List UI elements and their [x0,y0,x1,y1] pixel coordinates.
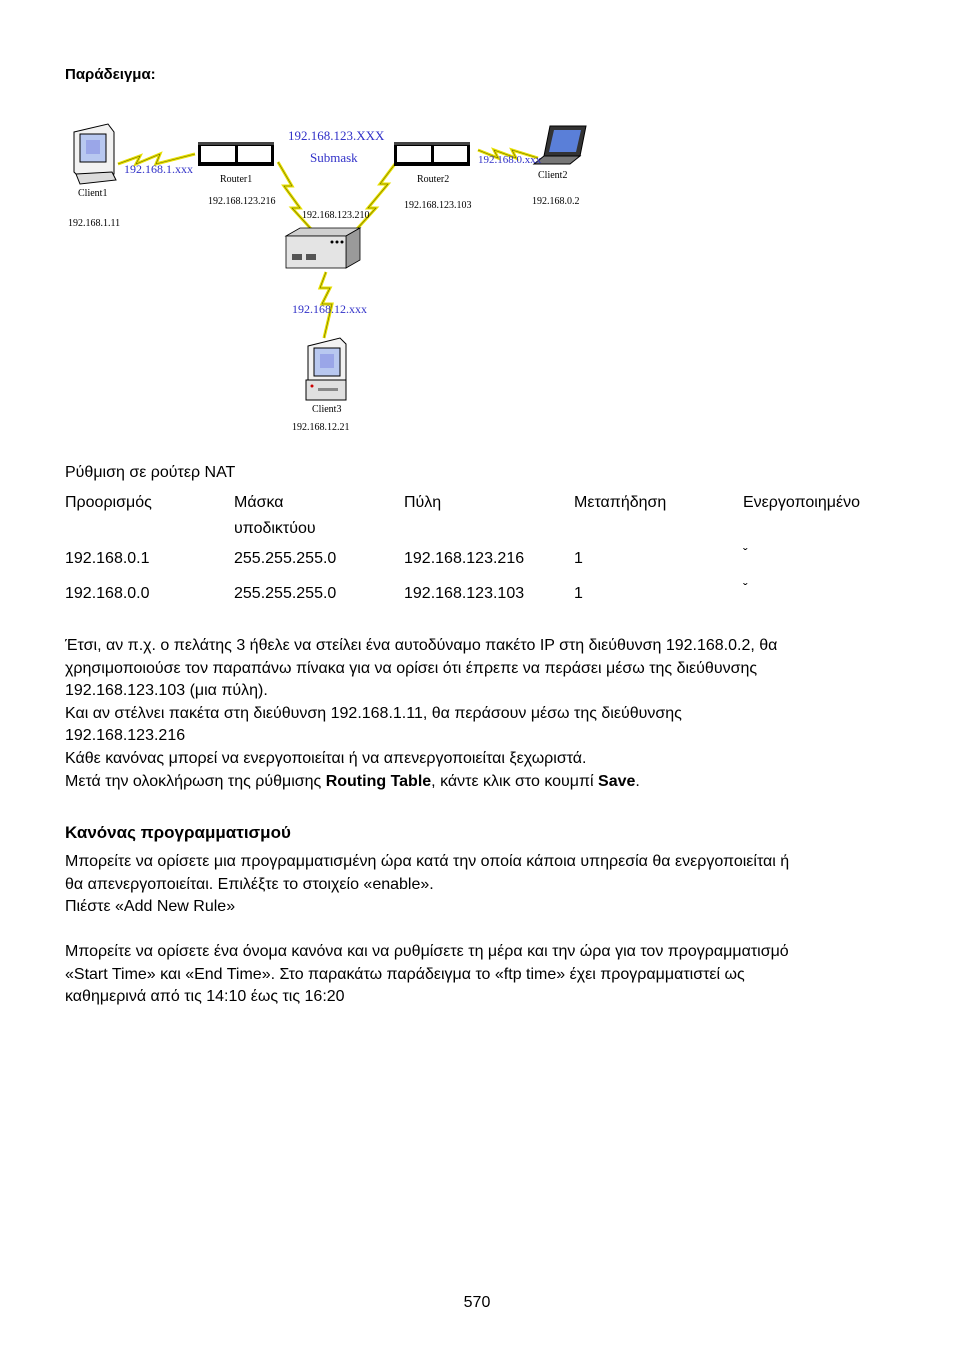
section-heading: Κανόνας προγραμματισμού [65,823,291,842]
paragraph-line: Μπορείτε να ορίσετε ένα όνομα κανόνα και να ρυθμίσετε τη μέρα και την ώρα για τον προγραμματισμό [65,943,789,960]
client3-link-label: 192.168.12.xxx [292,302,367,316]
submask-label: Submask [310,150,358,165]
submask-ip-label: 192.168.123.XXX [288,128,385,143]
row1-mask: 255.255.255.0 [234,550,337,567]
paragraph-line: Κάθε κανόνας μπορεί να ενεργοποιείται ή να απενεργοποιείται ξεχωριστά. [65,749,587,767]
client1-ip: 192.168.1.11 [68,218,121,229]
schedule-paragraph [65,851,895,919]
header-mask [234,490,316,542]
nat-router-ip: 192.168.123.210 [302,210,370,221]
paragraph-line: 192.168.123.103 (μια πύλη). [65,682,268,700]
router1-name: Router1 [220,174,253,185]
explanation-paragraph [65,635,895,793]
row2-mask: 255.255.255.0 [234,585,337,602]
router1-ip: 192.168.123.216 [208,196,276,207]
client2-link-label: 192.168.0.xxx [478,154,542,166]
client1-name: Client1 [78,188,108,199]
header-hop: Μεταπήδηση [574,494,667,511]
paragraph-line: χρησιμοποιούσε τον παραπάνω πίνακα για να ορίσει ότι έπρεπε να περάσει μέσω της διεύθυνσης [65,659,758,677]
page-number: 570 [463,1294,491,1311]
text-run: . [635,772,640,790]
routing-table-term: Routing Table [325,772,432,790]
rule-name-paragraph [65,941,895,1009]
paragraph-line: «Start Time» και «End Time». Στο παρακάτω παράδειγμα το «ftp time» έχει προγραμματιστεί ως [65,965,745,983]
client2-laptop-icon [534,126,586,164]
client3-ip: 192.168.12.21 [292,422,350,433]
client3-computer-icon [306,338,346,400]
client3-name: Client3 [312,404,342,415]
router1-icon [198,142,274,166]
header-mask-line1: Μάσκα [234,494,284,511]
nat-router-icon [286,228,360,268]
paragraph-line: Πιέστε «Add New Rule» [65,898,236,916]
router2-icon [394,142,470,166]
client2-ip: 192.168.0.2 [532,196,580,207]
row2-enabled-check: ˇ [743,580,748,596]
paragraph-line: Και αν στέλνει πακέτα στη διεύθυνση 192.168.1.11, θα περάσουν μέσω της διεύθυνσης [65,704,682,722]
router2-name: Router2 [417,174,450,185]
row1-hop: 1 [574,550,583,567]
header-mask-line2: υποδικτύου [234,520,316,537]
example-label: Παράδειγμα: [65,66,156,83]
header-gateway: Πύλη [404,494,442,511]
row1-gateway: 192.168.123.216 [404,550,525,567]
nat-settings-title: Ρύθμιση σε ρούτερ NAT [65,464,236,481]
paragraph-line [65,771,895,794]
paragraph-line: 192.168.123.216 [65,727,186,745]
header-destination: Προορισμός [65,494,152,511]
save-term: Save [598,772,636,790]
paragraph-line: καθημερινά από τις 14:10 έως τις 16:20 [65,988,345,1006]
paragraph-line: θα απενεργοποιείται. Επιλέξτε το στοιχείο «enable». [65,875,434,893]
row1-destination: 192.168.0.1 [65,550,150,567]
client1-computer-icon [74,124,116,184]
row1-enabled-check: ˇ [743,545,748,561]
row2-hop: 1 [574,585,583,602]
header-enabled: Ενεργοποιημένο [743,494,860,511]
row2-gateway: 192.168.123.103 [404,585,525,602]
paragraph-line: Έτσι, αν π.χ. ο πελάτης 3 ήθελε να στείλει ένα αυτοδύναμο πακέτο IP στη διεύθυνση 192.168.0.2, θα [65,637,778,654]
row2-destination: 192.168.0.0 [65,585,150,602]
client2-name: Client2 [538,170,568,181]
router2-ip: 192.168.123.103 [404,200,472,211]
paragraph-line: Μπορείτε να ορίσετε μια προγραμματισμένη ώρα κατά την οποία κάποια υπηρεσία θα ενεργοποιείται ή [65,853,790,870]
network-diagram [60,112,600,442]
text-run: , κάντε κλικ στο κουμπί [431,772,599,790]
client1-link-label: 192.168.1.xxx [124,162,193,176]
text-run: Μετά την ολοκλήρωση της ρύθμισης [65,772,326,790]
